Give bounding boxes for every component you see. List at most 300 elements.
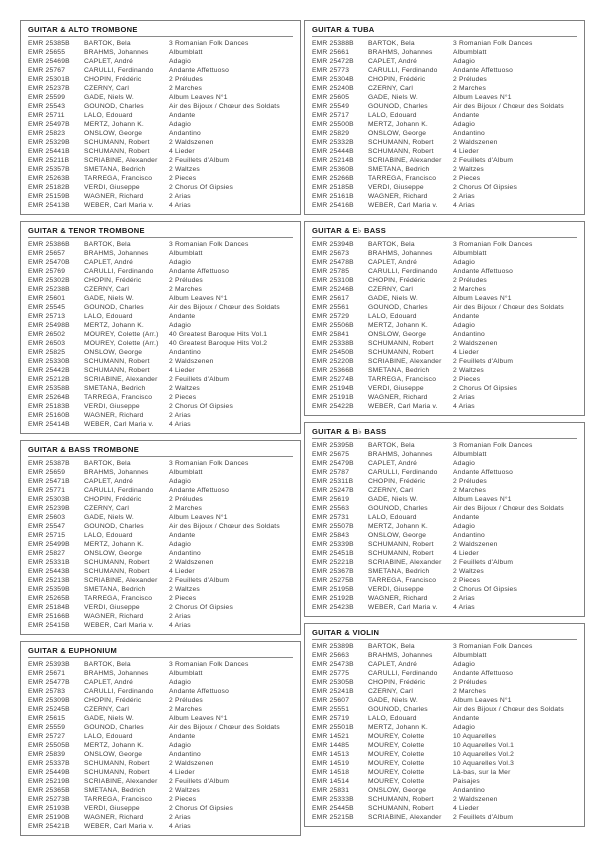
- catalog-number-cell: EMR 25831: [312, 787, 350, 794]
- composer-cell: ONSLOW, George: [84, 130, 143, 137]
- catalog-number-cell: EMR 25214B: [312, 157, 354, 164]
- work-title-cell: 3 Romanian Folk Dances: [453, 643, 533, 650]
- table-row: [28, 57, 293, 66]
- work-title-cell: Adagio: [169, 742, 192, 749]
- table-row: [28, 147, 293, 156]
- table-row: [28, 621, 293, 630]
- composer-cell: SCHUMANN, Robert: [368, 550, 434, 557]
- catalog-number-cell: EMR 25472B: [312, 58, 354, 65]
- table-row: [312, 504, 577, 513]
- catalog-number-cell: EMR 25337B: [28, 760, 70, 767]
- work-title-cell: 2 Arias: [453, 193, 475, 200]
- composer-cell: SCHUMANN, Robert: [368, 139, 434, 146]
- work-title-cell: Andante Affettuoso: [169, 487, 229, 494]
- work-title-cell: 2 Waldszenen: [453, 139, 498, 146]
- table-row: [28, 165, 293, 174]
- catalog-number-cell: EMR 14519: [312, 760, 350, 767]
- table-row: [28, 813, 293, 822]
- section-guitar-tuba: [304, 20, 585, 215]
- work-title-cell: Album Leaves N°1: [453, 697, 512, 704]
- table-row: [28, 249, 293, 258]
- table-row: [28, 84, 293, 93]
- work-title-cell: 2 Waldszenen: [169, 559, 214, 566]
- table-row: [28, 759, 293, 768]
- catalog-number-cell: EMR 25339B: [312, 541, 354, 548]
- section-title: GUITAR & ALTO TROMBONE: [28, 23, 293, 37]
- composer-cell: LALO, Edouard: [368, 715, 417, 722]
- table-row: [312, 201, 577, 210]
- composer-cell: SCHUMANN, Robert: [368, 349, 434, 356]
- work-title-cell: Albumblatt: [453, 451, 487, 458]
- composer-cell: SMETANA, Bedrich: [84, 586, 146, 593]
- composer-cell: MOUREY, Colette: [368, 778, 425, 785]
- table-row: [312, 321, 577, 330]
- table-row: [312, 594, 577, 603]
- work-title-cell: Adagio: [453, 523, 476, 530]
- work-title-cell: Adagio: [453, 661, 476, 668]
- work-title-cell: Andantino: [169, 550, 201, 557]
- catalog-number-cell: EMR 25241B: [312, 688, 354, 695]
- work-title-cell: 2 Feuillets d'Album: [453, 157, 514, 164]
- catalog-number-cell: EMR 25423B: [312, 604, 354, 611]
- composer-cell: CARULLI, Ferdinando: [368, 670, 438, 677]
- composer-cell: SCHUMANN, Robert: [368, 541, 434, 548]
- table-row: [312, 669, 577, 678]
- work-title-cell: Andantino: [453, 532, 485, 539]
- composer-cell: BARTOK, Bela: [368, 40, 415, 47]
- work-title-cell: Albumblatt: [169, 250, 203, 257]
- table-row: [312, 459, 577, 468]
- work-title-cell: 2 Chorus Of Gipsies: [169, 184, 234, 191]
- catalog-number-cell: EMR 25305B: [312, 679, 354, 686]
- catalog-number-cell: EMR 14518: [312, 769, 350, 776]
- table-row: [28, 603, 293, 612]
- work-title-cell: 2 Feuillets d'Album: [169, 376, 230, 383]
- catalog-number-cell: EMR 25194B: [312, 385, 354, 392]
- catalog-number-cell: EMR 25505B: [28, 742, 70, 749]
- catalog-number-cell: EMR 25442B: [28, 367, 70, 374]
- catalog-number-cell: EMR 25263B: [28, 175, 70, 182]
- composer-cell: MERTZ, Johann K.: [84, 541, 144, 548]
- composer-cell: SCHUMANN, Robert: [84, 148, 150, 155]
- section-title: GUITAR & EUPHONIUM: [28, 644, 293, 658]
- table-row: [312, 705, 577, 714]
- composer-cell: CHOPIN, Frédéric: [368, 679, 426, 686]
- table-row: [28, 777, 293, 786]
- catalog-number-cell: EMR 25673: [312, 250, 350, 257]
- composer-cell: CARULLI, Ferdinando: [84, 67, 154, 74]
- catalog-number-cell: EMR 25775: [312, 670, 350, 677]
- section-rows: [28, 240, 293, 429]
- table-row: [312, 84, 577, 93]
- table-row: [312, 723, 577, 732]
- table-row: [312, 165, 577, 174]
- composer-cell: SCHUMANN, Robert: [84, 139, 150, 146]
- table-row: [28, 384, 293, 393]
- catalog-number-cell: EMR 25367B: [312, 568, 354, 575]
- work-title-cell: Adagio: [453, 322, 476, 329]
- catalog-number-cell: EMR 25275B: [312, 577, 354, 584]
- work-title-cell: 2 Arias: [453, 595, 475, 602]
- composer-cell: CARULLI, Ferdinando: [368, 268, 438, 275]
- composer-cell: CAPLET, André: [84, 478, 134, 485]
- catalog-number-cell: EMR 25671: [28, 670, 66, 677]
- work-title-cell: 2 Marches: [453, 688, 487, 695]
- table-row: [312, 603, 577, 612]
- work-title-cell: Andante: [169, 313, 196, 320]
- table-row: [312, 66, 577, 75]
- composer-cell: ONSLOW, George: [368, 787, 427, 794]
- composer-cell: GOUNOD, Charles: [84, 523, 144, 530]
- work-title-cell: Air des Bijoux / Chœur des Soldats: [453, 505, 564, 512]
- catalog-number-cell: EMR 14513: [312, 751, 350, 758]
- catalog-number-cell: EMR 25441B: [28, 148, 70, 155]
- composer-cell: CHOPIN, Frédéric: [84, 277, 142, 284]
- work-title-cell: 2 Arias: [169, 613, 191, 620]
- composer-cell: BRAHMS, Johannes: [368, 451, 433, 458]
- table-row: [312, 129, 577, 138]
- work-title-cell: 10 Aquarelles Vol.1: [453, 742, 515, 749]
- table-row: [28, 531, 293, 540]
- composer-cell: SCHUMANN, Robert: [84, 760, 150, 767]
- work-title-cell: 3 Romanian Folk Dances: [453, 241, 533, 248]
- table-row: [312, 678, 577, 687]
- table-row: [312, 120, 577, 129]
- table-row: [28, 402, 293, 411]
- composer-cell: CAPLET, André: [368, 259, 418, 266]
- composer-cell: MOUREY, Colette: [368, 733, 425, 740]
- catalog-number-cell: EMR 25330B: [28, 358, 70, 365]
- composer-cell: CAPLET, André: [368, 58, 418, 65]
- section-rows: [28, 459, 293, 630]
- catalog-number-cell: EMR 25787: [312, 469, 350, 476]
- catalog-number-cell: EMR 25358B: [28, 385, 70, 392]
- composer-cell: SCHUMANN, Robert: [84, 367, 150, 374]
- catalog-number-cell: EMR 25221B: [312, 559, 354, 566]
- table-row: [28, 549, 293, 558]
- catalog-number-cell: EMR 25451B: [312, 550, 354, 557]
- table-row: [312, 687, 577, 696]
- work-title-cell: 2 Feuillets d'Album: [453, 814, 514, 821]
- catalog-number-cell: EMR 25661: [312, 49, 350, 56]
- work-title-cell: 4 Arias: [453, 604, 475, 611]
- work-title-cell: 2 Feuillets d'Album: [453, 559, 514, 566]
- table-row: [28, 804, 293, 813]
- composer-cell: CAPLET, André: [368, 661, 418, 668]
- work-title-cell: Air des Bijoux / Chœur des Soldats: [169, 523, 280, 530]
- composer-cell: SCRIABINE, Alexander: [84, 778, 158, 785]
- composer-cell: WEBER, Carl Maria v.: [84, 421, 154, 428]
- work-title-cell: Albumblatt: [453, 250, 487, 257]
- composer-cell: CZERNY, Carl: [368, 487, 414, 494]
- composer-cell: VERDI, Giuseppe: [84, 604, 140, 611]
- composer-cell: WAGNER, Richard: [368, 193, 428, 200]
- work-title-cell: Andante Affettuoso: [453, 268, 513, 275]
- catalog-number-cell: EMR 25499B: [28, 541, 70, 548]
- composer-cell: GADE, Niels W.: [368, 295, 418, 302]
- work-title-cell: 4 Lieder: [169, 148, 195, 155]
- work-title-cell: 2 Préludes: [453, 478, 487, 485]
- catalog-number-cell: EMR 25605: [312, 94, 350, 101]
- composer-cell: MERTZ, Johann K.: [84, 121, 144, 128]
- work-title-cell: 2 Waltzes: [169, 166, 200, 173]
- table-row: [28, 669, 293, 678]
- composer-cell: VERDI, Giuseppe: [368, 184, 424, 191]
- catalog-number-cell: EMR 25247B: [312, 487, 354, 494]
- work-title-cell: 2 Waltzes: [169, 385, 200, 392]
- table-row: [28, 558, 293, 567]
- table-row: [28, 477, 293, 486]
- work-title-cell: 4 Arias: [453, 202, 475, 209]
- work-title-cell: 2 Chorus Of Gipsies: [453, 385, 518, 392]
- catalog-number-cell: EMR 25190B: [28, 814, 70, 821]
- work-title-cell: Adagio: [169, 58, 192, 65]
- catalog-number-cell: EMR 25311B: [312, 478, 354, 485]
- work-title-cell: 2 Pieces: [169, 394, 197, 401]
- work-title-cell: Andante: [169, 532, 196, 539]
- work-title-cell: 2 Préludes: [453, 679, 487, 686]
- catalog-number-cell: EMR 25310B: [312, 277, 354, 284]
- composer-cell: ONSLOW, George: [368, 532, 427, 539]
- catalog-number-cell: EMR 25386B: [28, 241, 70, 248]
- table-row: [312, 240, 577, 249]
- composer-cell: SCHUMANN, Robert: [368, 796, 434, 803]
- table-row: [312, 303, 577, 312]
- composer-cell: BARTOK, Bela: [368, 442, 415, 449]
- catalog-number-cell: EMR 25266B: [312, 175, 354, 182]
- work-title-cell: Andante Affettuoso: [453, 670, 513, 677]
- work-title-cell: 2 Waltzes: [169, 787, 200, 794]
- composer-cell: SCRIABINE, Alexander: [84, 577, 158, 584]
- table-row: [28, 696, 293, 705]
- composer-cell: LALO, Edouard: [368, 514, 417, 521]
- section-guitar-euphonium: [20, 641, 301, 836]
- composer-cell: VERDI, Giuseppe: [368, 385, 424, 392]
- catalog-number-cell: EMR 25443B: [28, 568, 70, 575]
- table-row: [312, 138, 577, 147]
- work-title-cell: 2 Waltzes: [453, 367, 484, 374]
- table-row: [312, 339, 577, 348]
- table-row: [312, 549, 577, 558]
- composer-cell: WEBER, Carl Maria v.: [84, 622, 154, 629]
- work-title-cell: 2 Chorus Of Gipsies: [169, 604, 234, 611]
- work-title-cell: Adagio: [453, 259, 476, 266]
- work-title-cell: Air des Bijoux / Chœur des Soldats: [169, 304, 280, 311]
- table-row: [312, 183, 577, 192]
- composer-cell: SCHUMANN, Robert: [368, 148, 434, 155]
- composer-cell: TARREGA, Francisco: [84, 394, 153, 401]
- catalog-number-cell: EMR 25783: [28, 688, 66, 695]
- table-row: [312, 486, 577, 495]
- composer-cell: ONSLOW, George: [84, 550, 143, 557]
- work-title-cell: 2 Waldszenen: [453, 796, 498, 803]
- work-title-cell: 2 Préludes: [453, 277, 487, 284]
- table-row: [312, 540, 577, 549]
- composer-cell: LALO, Edouard: [368, 313, 417, 320]
- composer-cell: MOUREY, Colette: [368, 751, 425, 758]
- composer-cell: GOUNOD, Charles: [84, 103, 144, 110]
- work-title-cell: 4 Arias: [453, 403, 475, 410]
- section-rows: [312, 39, 577, 210]
- composer-cell: SMETANA, Bedrich: [368, 166, 430, 173]
- composer-cell: SCHUMANN, Robert: [84, 559, 150, 566]
- work-title-cell: 2 Waldszenen: [169, 139, 214, 146]
- composer-cell: MOUREY, Colette (Arr.): [84, 331, 159, 338]
- catalog-number-cell: EMR 25302B: [28, 277, 70, 284]
- catalog-number-cell: EMR 25470B: [28, 259, 70, 266]
- catalog-number-cell: EMR 25182B: [28, 184, 70, 191]
- composer-cell: GOUNOD, Charles: [84, 304, 144, 311]
- catalog-number-cell: EMR 25395B: [312, 442, 354, 449]
- work-title-cell: 2 Arias: [169, 814, 191, 821]
- work-title-cell: 40 Greatest Baroque Hits Vol.1: [169, 331, 268, 338]
- table-row: [312, 795, 577, 804]
- composer-cell: TARREGA, Francisco: [368, 175, 437, 182]
- composer-cell: CHOPIN, Frédéric: [368, 76, 426, 83]
- catalog-number-cell: EMR 25479B: [312, 460, 354, 467]
- work-title-cell: Albumblatt: [169, 49, 203, 56]
- composer-cell: BRAHMS, Johannes: [84, 469, 149, 476]
- catalog-number-cell: EMR 25332B: [312, 139, 354, 146]
- table-row: [28, 393, 293, 402]
- table-row: [312, 468, 577, 477]
- composer-cell: CZERNY, Carl: [84, 286, 130, 293]
- composer-cell: WAGNER, Richard: [368, 595, 428, 602]
- catalog-number-cell: EMR 25394B: [312, 241, 354, 248]
- composer-cell: CZERNY, Carl: [368, 85, 414, 92]
- catalog-number-cell: EMR 25561: [312, 304, 350, 311]
- catalog-number-cell: EMR 25388B: [312, 40, 354, 47]
- composer-cell: MERTZ, Johann K.: [84, 322, 144, 329]
- table-row: [28, 339, 293, 348]
- table-row: [312, 375, 577, 384]
- catalog-number-cell: EMR 25265B: [28, 595, 70, 602]
- work-title-cell: Adagio: [453, 58, 476, 65]
- table-row: [312, 741, 577, 750]
- composer-cell: ONSLOW, George: [368, 331, 427, 338]
- table-row: [28, 48, 293, 57]
- composer-cell: CZERNY, Carl: [84, 85, 130, 92]
- table-row: [28, 420, 293, 429]
- composer-cell: BARTOK, Bela: [84, 661, 131, 668]
- table-row: [312, 660, 577, 669]
- table-row: [312, 768, 577, 777]
- table-row: [312, 522, 577, 531]
- composer-cell: GOUNOD, Charles: [368, 103, 428, 110]
- table-row: [312, 93, 577, 102]
- table-row: [28, 357, 293, 366]
- composer-cell: MERTZ, Johann K.: [368, 121, 428, 128]
- work-title-cell: Adagio: [453, 724, 476, 731]
- table-row: [28, 594, 293, 603]
- composer-cell: GADE, Niels W.: [84, 715, 134, 722]
- table-row: [28, 39, 293, 48]
- table-row: [28, 366, 293, 375]
- composer-cell: GOUNOD, Charles: [368, 304, 428, 311]
- composer-cell: SMETANA, Bedrich: [368, 568, 430, 575]
- work-title-cell: 2 Pieces: [453, 175, 481, 182]
- catalog-number-cell: EMR 25469B: [28, 58, 70, 65]
- catalog-number-cell: EMR 25825: [28, 349, 66, 356]
- work-title-cell: 2 Feuillets d'Album: [169, 157, 230, 164]
- catalog-number-cell: EMR 25829: [312, 130, 350, 137]
- catalog-number-cell: EMR 25215B: [312, 814, 354, 821]
- composer-cell: MOUREY, Colette: [368, 742, 425, 749]
- catalog-number-cell: EMR 25239B: [28, 505, 70, 512]
- work-title-cell: 4 Lieder: [453, 349, 479, 356]
- composer-cell: VERDI, Giuseppe: [84, 403, 140, 410]
- work-title-cell: Adagio: [169, 679, 192, 686]
- table-row: [312, 696, 577, 705]
- composer-cell: GADE, Niels W.: [368, 697, 418, 704]
- work-title-cell: Andante Affettuoso: [453, 67, 513, 74]
- composer-cell: GADE, Niels W.: [84, 295, 134, 302]
- composer-cell: CARULLI, Ferdinando: [368, 67, 438, 74]
- table-row: [28, 111, 293, 120]
- table-row: [312, 330, 577, 339]
- table-row: [28, 411, 293, 420]
- catalog-number-cell: EMR 25711: [28, 112, 65, 119]
- catalog-number-cell: EMR 25365B: [28, 787, 70, 794]
- table-row: [312, 777, 577, 786]
- table-row: [312, 567, 577, 576]
- work-title-cell: 2 Pieces: [453, 376, 481, 383]
- table-row: [312, 714, 577, 723]
- catalog-number-cell: EMR 25184B: [28, 604, 70, 611]
- table-row: [312, 477, 577, 486]
- table-row: [312, 48, 577, 57]
- composer-cell: WAGNER, Richard: [84, 193, 144, 200]
- work-title-cell: Air des Bijoux / Chœur des Soldats: [453, 706, 564, 713]
- work-title-cell: Album Leaves N°1: [453, 295, 512, 302]
- table-row: [28, 714, 293, 723]
- table-row: [28, 567, 293, 576]
- table-row: [312, 402, 577, 411]
- catalog-number-cell: EMR 25450B: [312, 349, 354, 356]
- composer-cell: LALO, Edouard: [84, 313, 133, 320]
- composer-cell: MERTZ, Johann K.: [84, 742, 144, 749]
- work-title-cell: 2 Waltzes: [453, 568, 484, 575]
- catalog-number-cell: EMR 25444B: [312, 148, 354, 155]
- catalog-number-cell: EMR 25603: [28, 514, 66, 521]
- catalog-number-cell: EMR 25785: [312, 268, 350, 275]
- composer-cell: LALO, Edouard: [84, 532, 133, 539]
- work-title-cell: 2 Pieces: [169, 796, 197, 803]
- catalog-number-cell: EMR 25543: [28, 103, 66, 110]
- catalog-number-cell: EMR 25195B: [312, 586, 354, 593]
- work-title-cell: 2 Chorus Of Gipsies: [453, 184, 518, 191]
- work-title-cell: Andante: [453, 514, 480, 521]
- work-title-cell: Andante Affettuoso: [453, 469, 513, 476]
- composer-cell: WEBER, Carl Maria v.: [84, 823, 154, 830]
- composer-cell: CARULLI, Ferdinando: [368, 469, 438, 476]
- catalog-number-cell: EMR 25615: [28, 715, 66, 722]
- section-rows: [312, 240, 577, 411]
- table-row: [312, 249, 577, 258]
- table-row: [312, 102, 577, 111]
- catalog-number-cell: EMR 25617: [312, 295, 350, 302]
- work-title-cell: 2 Pieces: [453, 577, 481, 584]
- work-title-cell: Air des Bijoux / Chœur des Soldats: [453, 103, 564, 110]
- catalog-number-cell: EMR 25599: [28, 94, 66, 101]
- composer-cell: TARREGA, Francisco: [84, 595, 153, 602]
- catalog-number-cell: EMR 25501B: [312, 724, 354, 731]
- catalog-number-cell: EMR 25273B: [28, 796, 70, 803]
- table-row: [312, 111, 577, 120]
- table-row: [28, 129, 293, 138]
- catalog-number-cell: EMR 25301B: [28, 76, 70, 83]
- composer-cell: CZERNY, Carl: [368, 688, 414, 695]
